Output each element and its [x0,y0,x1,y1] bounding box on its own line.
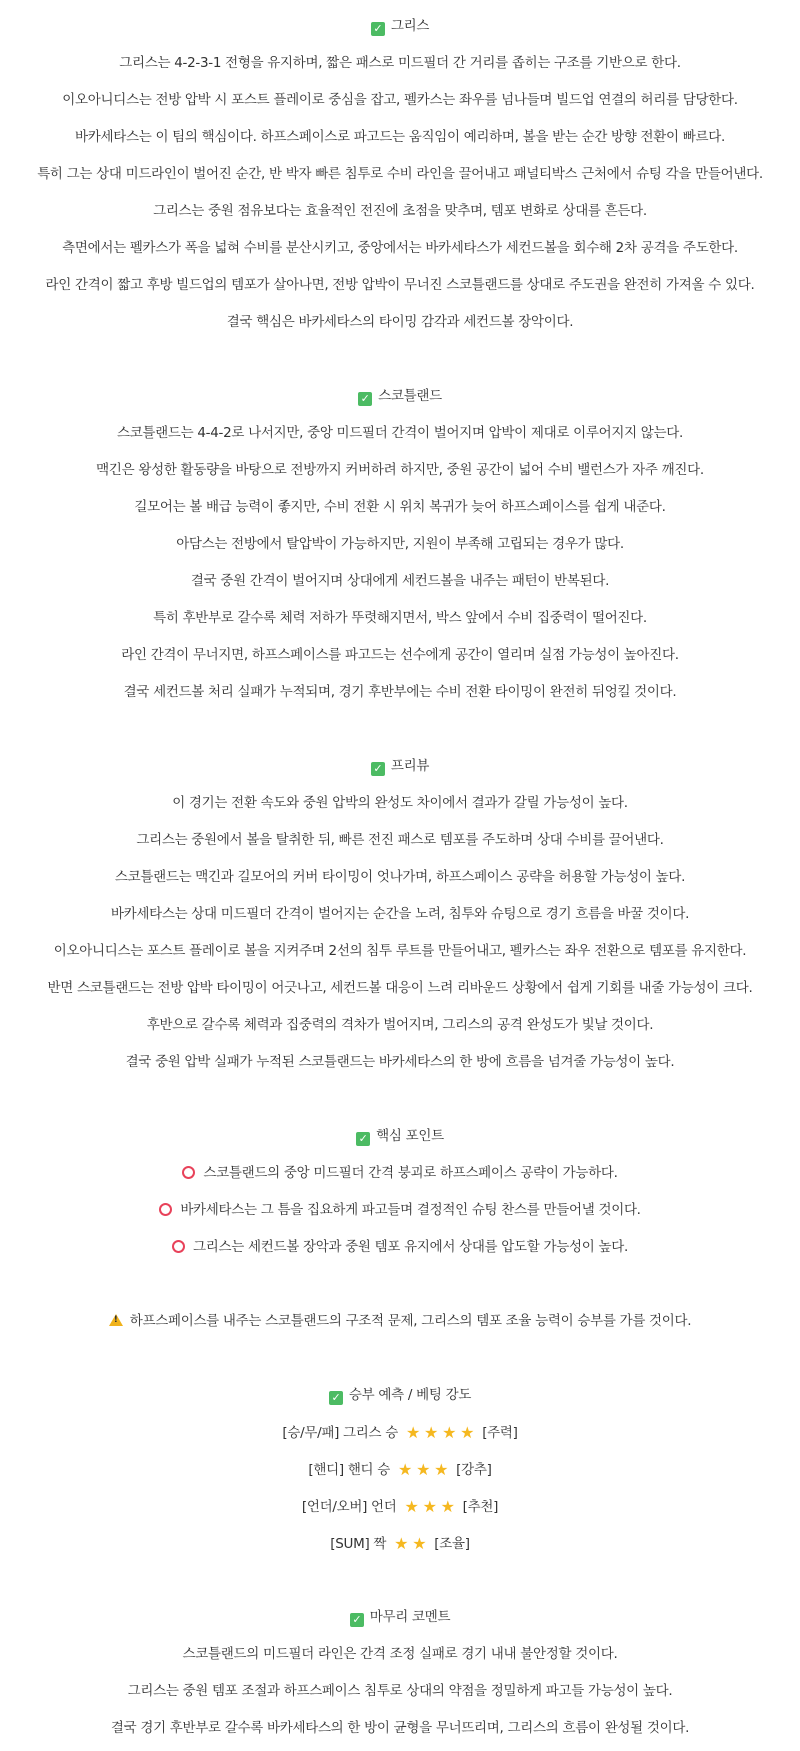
star-icon: ★ [440,1497,455,1516]
section-heading: ✓ 승부 예측 / 베팅 강도 [0,1377,800,1414]
paragraph: 결국 세컨드볼 처리 실패가 누적되며, 경기 후반부에는 수비 전환 타이밍이 완전히 뒤엉킬 것이다. [123,684,677,700]
paragraph: 아담스는 전방에서 탈압박이 가능하지만, 지원이 부족해 고립되는 경우가 많다. [176,536,624,552]
paragraph: 라인 간격이 짧고 후방 빌드업의 템포가 살아나면, 전방 압박이 무너진 스코틀랜드를 상대로 주도권을 완전히 가져올 수 있다. [45,277,755,293]
star-icon: ★ [394,1534,409,1553]
paragraph: 라인 간격이 무너지면, 하프스페이스를 파고드는 선수에게 공간이 열리며 실점 가능성이 높아진다. [121,647,679,663]
prediction-pick: [승/무/패] 그리스 승 ★ ★ ★ ★ [주력] [0,1414,800,1451]
paragraph: 특히 후반부로 갈수록 체력 저하가 뚜렷해지면서, 박스 앞에서 수비 집중력이 떨어진다. [153,610,647,626]
star-icon: ★ [406,1423,421,1442]
section-closing [0,1599,800,1747]
star-icon: ★ [404,1497,419,1516]
paragraph: 반면 스코틀랜드는 전방 압박 타이밍이 어긋나고, 세컨드볼 대응이 느려 리바운드 상황에서 쉽게 기회를 내줄 가능성이 크다. [47,980,753,996]
paragraph: 결국 경기 후반부로 갈수록 바카세타스의 한 방이 균형을 무너뜨리며, 그리스의 흐름이 완성될 것이다. [110,1720,690,1736]
paragraph: 맥긴은 왕성한 활동량을 바탕으로 전방까지 커버하려 하지만, 중원 공간이 넓어 수비 밸런스가 자주 깨진다. [96,462,704,478]
section-key-points [0,1118,800,1266]
star-icon: ★ [460,1423,475,1442]
section-greece [0,8,800,341]
paragraph: 바카세타스는 이 팀의 핵심이다. 하프스페이스로 파고드는 움직임이 예리하며, 볼을 받는 순간 방향 전환이 빠르다. [75,129,725,145]
paragraph: 결국 중원 압박 실패가 누적된 스코틀랜드는 바카세타스의 한 방에 흐름을 넘겨줄 가능성이 높다. [125,1054,675,1070]
paragraph: 그리스는 중원 점유보다는 효율적인 전진에 초점을 맞추며, 템포 변화로 상대를 흔든다. [153,203,647,219]
section-heading: ✓ 그리스 [0,8,800,45]
star-icon: ★ [422,1497,437,1516]
paragraph: 길모어는 볼 배급 능력이 좋지만, 수비 전환 시 위치 복귀가 늦어 하프스페이스를 쉽게 내준다. [134,499,666,515]
paragraph: 결국 중원 간격이 벌어지며 상대에게 세컨드볼을 내주는 패턴이 반복된다. [190,573,610,589]
section-heading: ✓ 프리뷰 [0,748,800,785]
prediction-pick: [SUM] 짝 ★ ★ [조율] [0,1525,800,1562]
star-rating [403,1499,457,1515]
paragraph: 바카세타스는 상대 미드필더 간격이 벌어지는 순간을 노려, 침투와 슈팅으로 경기 흐름을 바꿀 것이다. [110,906,690,922]
star-icon: ★ [434,1460,449,1479]
check-icon: ✓ [371,762,385,776]
star-rating [396,1462,450,1478]
paragraph: 측면에서는 펠카스가 폭을 넓혀 수비를 분산시키고, 중앙에서는 바카세타스가 세컨드볼을 회수해 2차 공격을 주도한다. [62,240,738,256]
section-heading: ✓ 스코틀랜드 [0,378,800,415]
warning-icon [109,1314,123,1326]
paragraph: 스코틀랜드는 4-4-2로 나서지만, 중앙 미드필더 간격이 벌어지며 압박이 제대로 이루어지지 않는다. [116,425,684,441]
section-preview [0,748,800,1081]
warning-line: !하프스페이스를 내주는 스코틀랜드의 구조적 문제, 그리스의 템포 조율 능력이 승부를 가를 것이다. [0,1303,800,1340]
check-icon: ✓ [350,1613,364,1627]
check-icon: ✓ [358,392,372,406]
star-icon: ★ [398,1460,413,1479]
paragraph: 그리스는 4-2-3-1 전형을 유지하며, 짧은 패스로 미드필더 간 거리를 좁히는 구조를 기반으로 한다. [119,55,681,71]
section-heading: ✓ 핵심 포인트 [0,1118,800,1155]
paragraph: 스코틀랜드는 맥긴과 길모어의 커버 타이밍이 엇나가며, 하프스페이스 공략을 허용할 가능성이 높다. [114,869,686,885]
paragraph: 특히 그는 상대 미드라인이 벌어진 순간, 반 박자 빠른 침투로 수비 라인을 끌어내고 패널티박스 근처에서 슈팅 각을 만들어낸다. [37,166,763,182]
paragraph: 이오아니디스는 전방 압박 시 포스트 플레이로 중심을 잡고, 펠카스는 좌우를 넘나들며 빌드업 연결의 허리를 담당한다. [62,92,738,108]
star-rating [404,1425,476,1441]
star-rating [392,1536,428,1552]
paragraph: 결국 핵심은 바카세타스의 타이밍 감각과 세컨드볼 장악이다. [226,314,574,330]
circle-icon [172,1240,185,1253]
paragraph: 그리스는 중원 템포 조절과 하프스페이스 침투로 상대의 약점을 정밀하게 파고들 가능성이 높다. [127,1683,673,1699]
prediction-pick: [핸디] 핸디 승 ★ ★ ★ [강추] [0,1451,800,1488]
circle-icon [182,1166,195,1179]
check-icon: ✓ [356,1132,370,1146]
paragraph: 그리스는 중원에서 볼을 탈취한 뒤, 빠른 전진 패스로 템포를 주도하며 상대 수비를 끌어낸다. [136,832,664,848]
star-icon: ★ [412,1534,427,1553]
paragraph: 이오아니디스는 포스트 플레이로 볼을 지켜주며 2선의 침투 루트를 만들어내고, 펠카스는 좌우 전환으로 템포를 유지한다. [53,943,747,959]
section-warning [0,1303,800,1340]
circle-icon [159,1203,172,1216]
star-icon: ★ [442,1423,457,1442]
check-icon: ✓ [329,1391,343,1405]
list-item: 바카세타스는 그 틈을 집요하게 파고들며 결정적인 슈팅 찬스를 만들어낼 것이다. [0,1192,800,1229]
paragraph: 스코틀랜드의 미드필더 라인은 간격 조정 실패로 경기 내내 불안정할 것이다. [182,1646,618,1662]
star-icon: ★ [416,1460,431,1479]
check-icon: ✓ [371,22,385,36]
section-heading: ✓ 마무리 코멘트 [0,1599,800,1636]
paragraph: 이 경기는 전환 속도와 중원 압박의 완성도 차이에서 결과가 갈릴 가능성이 높다. [172,795,628,811]
list-item: 그리스는 세컨드볼 장악과 중원 템포 유지에서 상대를 압도할 가능성이 높다. [0,1229,800,1266]
paragraph: 후반으로 갈수록 체력과 집중력의 격차가 벌어지며, 그리스의 공격 완성도가 빛날 것이다. [146,1017,654,1033]
list-item: 스코틀랜드의 중앙 미드필더 간격 붕괴로 하프스페이스 공략이 가능하다. [0,1155,800,1192]
star-icon: ★ [424,1423,439,1442]
section-prediction [0,1377,800,1562]
section-scotland [0,378,800,711]
prediction-pick: [언더/오버] 언더 ★ ★ ★ [추천] [0,1488,800,1525]
